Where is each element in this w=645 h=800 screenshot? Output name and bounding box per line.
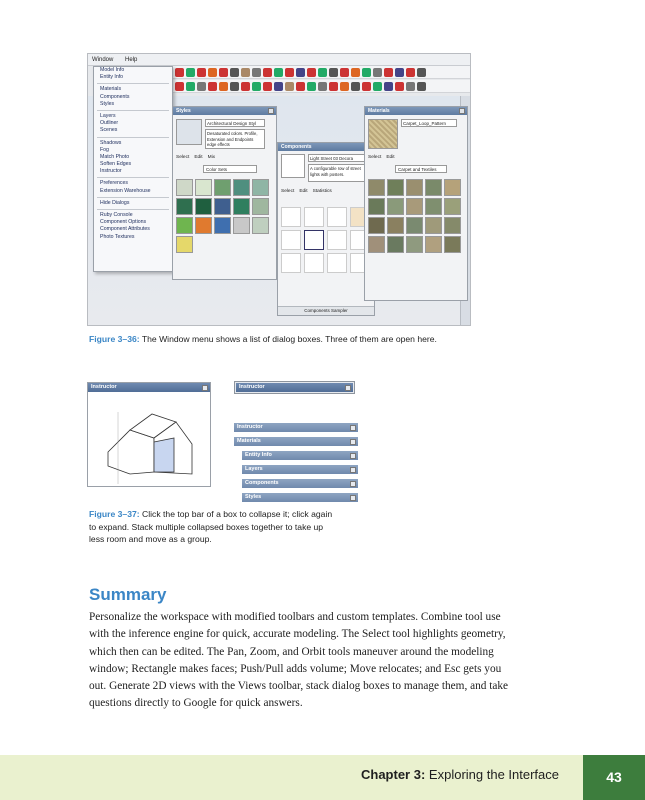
close-icon [350, 453, 356, 459]
toolbar-icon [340, 68, 349, 77]
summary-heading: Summary [89, 585, 167, 604]
toolbar-icon [417, 82, 426, 91]
component-grid [281, 207, 370, 273]
style-swatch [214, 198, 231, 215]
instructor-collapsed-panel [234, 381, 355, 394]
style-swatch [233, 217, 250, 234]
toolbar-icon [307, 82, 316, 91]
menu-item-soften-edges: Soften Edges [100, 161, 132, 168]
materials-tabs [368, 155, 395, 160]
house-illustration [88, 392, 210, 486]
component-tile [281, 207, 301, 227]
tab-edit: Edit [194, 155, 203, 160]
style-swatch-grid [176, 179, 269, 253]
material-swatch [425, 179, 442, 196]
stack-bar-layers [242, 465, 358, 474]
close-icon [350, 467, 356, 473]
close-icon [350, 495, 356, 501]
component-tile [327, 207, 347, 227]
menu-item-scenes: Scenes [100, 127, 118, 134]
menu-item-fog: Fog [100, 146, 109, 153]
chapter-label: Chapter 3: [361, 767, 426, 782]
tab-statistics: Statistics [312, 189, 332, 194]
toolbar-icon [318, 68, 327, 77]
summary-line: which then can be edited. The Pan, Zoom, and Orbit tools maneuver around the modeling [89, 645, 494, 658]
style-swatch [252, 217, 269, 234]
material-swatch [444, 236, 461, 253]
close-icon [350, 439, 356, 445]
toolbar-icon [208, 82, 217, 91]
component-thumbnail [281, 154, 305, 178]
toolbar-row-1 [172, 66, 470, 79]
style-swatch [214, 217, 231, 234]
components-footer: Components Sampler [278, 306, 374, 315]
page-footer [0, 755, 645, 800]
window-menu [93, 66, 173, 272]
components-panel-title-text: Components [281, 144, 312, 150]
caption-text: The Window menu shows a list of dialog boxes. Three of them are open here. [141, 334, 437, 344]
material-swatch-grid [368, 179, 461, 253]
selected-face [154, 438, 174, 472]
component-tile [304, 253, 324, 273]
toolbar-icon [373, 82, 382, 91]
stack-bar-styles [242, 493, 358, 502]
stack-bar-label: Instructor [237, 424, 263, 430]
figure-3-36-caption [89, 333, 437, 346]
materials-panel [364, 106, 468, 301]
close-icon [459, 108, 465, 114]
style-swatch [252, 179, 269, 196]
material-library-dropdown: Carpet and Textiles [395, 165, 447, 173]
menu-separator [97, 197, 169, 198]
close-icon [350, 481, 356, 487]
menu-item-materials: Materials [100, 86, 122, 93]
component-tile [327, 253, 347, 273]
material-swatch [406, 179, 423, 196]
stack-bar-materials [234, 437, 358, 446]
toolbar-icon [263, 82, 272, 91]
figure-3-37-caption [89, 508, 332, 546]
component-tile [281, 230, 301, 250]
toolbar-icon [384, 82, 393, 91]
toolbar-icon [406, 68, 415, 77]
toolbar-icon [285, 68, 294, 77]
toolbar-icon [241, 82, 250, 91]
stack-bar-components [242, 479, 358, 488]
menu-item-shadows: Shadows [100, 139, 122, 146]
toolbar-icon [296, 82, 305, 91]
style-description: Desaturated colors. Profile, Extension and Endpoints edge effects [205, 129, 265, 149]
material-swatch [387, 179, 404, 196]
caption-line-3: less room and move as a group. [89, 534, 212, 544]
menu-item-component-attributes: Component Attributes [100, 226, 150, 233]
tab-edit: Edit [386, 155, 395, 160]
tab-edit: Edit [299, 189, 308, 194]
menubar [88, 54, 470, 66]
color-sets-dropdown: Color Sets [203, 165, 257, 173]
stack-bar-label: Components [245, 480, 279, 486]
style-swatch [176, 179, 193, 196]
material-swatch [387, 217, 404, 234]
style-swatch [233, 179, 250, 196]
menu-item-hide-dialogs: Hide Dialogs [100, 199, 130, 206]
menu-item-model-info: Model Info [100, 67, 125, 73]
close-icon [350, 425, 356, 431]
stack-bar-label: Layers [245, 466, 263, 472]
material-swatch [368, 198, 385, 215]
caption-label: Figure 3–37: [89, 509, 140, 519]
material-swatch [444, 179, 461, 196]
toolbar-icon [241, 68, 250, 77]
toolbar-icon [384, 68, 393, 77]
toolbar-icon [197, 82, 206, 91]
toolbar-icon [175, 82, 184, 91]
menu-separator [97, 83, 169, 84]
toolbar-icon [351, 82, 360, 91]
material-swatch [444, 217, 461, 234]
material-swatch [368, 179, 385, 196]
instructor-title-bar [88, 383, 210, 392]
toolbar-icon [329, 82, 338, 91]
toolbar-icon [417, 68, 426, 77]
material-swatch [368, 217, 385, 234]
styles-panel-title [173, 107, 276, 115]
menu-item-preferences: Preferences [100, 180, 128, 187]
styles-panel-title-text: Styles [176, 108, 191, 114]
style-swatch [176, 236, 193, 253]
instructor-collapsed-title: Instructor [239, 384, 265, 390]
house-front [108, 430, 154, 474]
instructor-title: Instructor [91, 384, 117, 390]
figure-window-menu-screenshot [87, 53, 471, 326]
toolbar-icon [219, 68, 228, 77]
component-description: A configurable row of street lights with posters. [308, 164, 370, 182]
style-name-field: Architectural Design Styl [205, 119, 265, 127]
close-icon [345, 385, 351, 391]
caption-line-2: to expand. Stack multiple collapsed boxes together to take up [89, 521, 324, 532]
menu-item-component-options: Component Options [100, 219, 147, 226]
stack-bar-label: Materials [237, 438, 261, 444]
toolbar-icon [274, 68, 283, 77]
material-preview [368, 119, 398, 149]
stack-bar-label: Styles [245, 494, 262, 500]
component-tile [304, 207, 324, 227]
material-name-field: Carpet_Loop_Pattern [401, 119, 457, 127]
instructor-expanded-panel [87, 382, 211, 487]
styles-panel [172, 106, 277, 280]
toolbar-icon [252, 68, 261, 77]
material-swatch [425, 198, 442, 215]
material-swatch [387, 198, 404, 215]
toolbar-icon [340, 82, 349, 91]
materials-panel-title [365, 107, 467, 115]
menu-item-outliner: Outliner [100, 120, 119, 127]
chapter-title [361, 767, 559, 782]
menu-item-match-photo: Match Photo [100, 153, 130, 160]
menu-item-photo-textures: Photo Textures [100, 233, 135, 240]
menu-item-components: Components [100, 93, 130, 100]
menu-item-layers: Layers [100, 112, 116, 119]
material-swatch [406, 198, 423, 215]
summary-line: out. Generate 2D views with the Views toolbar, stack dialog boxes to manage them, and take [89, 680, 509, 693]
style-swatch [195, 217, 212, 234]
toolbar-icon [318, 82, 327, 91]
components-tabs [281, 189, 332, 194]
menu-separator [97, 209, 169, 210]
toolbar-icon [395, 68, 404, 77]
chapter-name: Exploring the Interface [428, 767, 559, 782]
style-swatch [176, 217, 193, 234]
summary-line: with the inference engine for quick, accurate modeling. The Select tool highlights geometry, [89, 628, 506, 641]
components-panel-title [278, 143, 374, 151]
toolbar-icon [395, 82, 404, 91]
caption-line-1: Click the top bar of a box to collapse it; click again [142, 509, 333, 519]
material-swatch [425, 217, 442, 234]
material-swatch [406, 236, 423, 253]
style-swatch [214, 179, 231, 196]
stack-bar-entity-info [242, 451, 358, 460]
style-swatch [252, 198, 269, 215]
toolbar-icon [175, 68, 184, 77]
caption-label: Figure 3–36: [89, 334, 140, 344]
menu-separator [97, 137, 169, 138]
stack-bar-label: Entity Info [245, 452, 272, 458]
toolbar-icon [208, 68, 217, 77]
tab-mix: Mix [207, 155, 216, 160]
style-thumbnail [176, 119, 202, 145]
menu-window: Window [92, 57, 114, 63]
close-icon [268, 108, 274, 114]
style-swatch [195, 179, 212, 196]
style-swatch [195, 198, 212, 215]
summary-line: questions directly to Google for quick answers. [89, 697, 303, 710]
summary-line: window; Rectangle makes faces; Push/Pull adds volume; Move relocates; and Esc gets you [89, 662, 502, 675]
material-swatch [387, 236, 404, 253]
tab-select: Select [368, 155, 382, 160]
toolbar-icon [329, 68, 338, 77]
component-name-field: Light Street 03 Decora [308, 154, 370, 162]
toolbar-icon [373, 68, 382, 77]
style-swatch [233, 198, 250, 215]
page-number: 43 [583, 755, 645, 800]
toolbar-icon [230, 82, 239, 91]
menu-separator [97, 110, 169, 111]
tab-select: Select [281, 189, 295, 194]
menu-item-styles: Styles [100, 100, 115, 107]
toolbar-icon [274, 82, 283, 91]
summary-line: Personalize the workspace with modified toolbars and custom templates. Combine tool use [89, 611, 501, 623]
menu-separator [97, 177, 169, 178]
toolbar-icon [362, 82, 371, 91]
menu-item-ruby-console: Ruby Console [100, 212, 133, 218]
collapsed-dialog-stack [234, 423, 358, 507]
toolbar-icon [406, 82, 415, 91]
material-swatch [368, 236, 385, 253]
components-panel [277, 142, 375, 316]
tab-select: Select [176, 155, 190, 160]
menu-help: Help [125, 57, 138, 63]
component-tile [304, 230, 324, 250]
toolbar-icon [230, 68, 239, 77]
toolbar-icon [351, 68, 360, 77]
toolbar-icon [252, 82, 261, 91]
summary-paragraph [89, 609, 579, 713]
toolbar-icon [197, 68, 206, 77]
close-icon [202, 385, 208, 391]
instructor-collapsed-bar [236, 383, 353, 392]
material-swatch [425, 236, 442, 253]
toolbar-row-2 [172, 80, 470, 93]
toolbar-icon [186, 68, 195, 77]
component-tile [281, 253, 301, 273]
stack-bar-instructor [234, 423, 358, 432]
toolbar-icon [362, 68, 371, 77]
material-swatch [444, 198, 461, 215]
styles-tabs [176, 155, 215, 160]
materials-panel-title-text: Materials [368, 108, 390, 114]
toolbar-icon [307, 68, 316, 77]
toolbar-icon [186, 82, 195, 91]
material-swatch [406, 217, 423, 234]
toolbar-icon [263, 68, 272, 77]
style-swatch [176, 198, 193, 215]
toolbar-icon [285, 82, 294, 91]
menu-item-entity-info: Entity Info [100, 74, 124, 81]
menu-item-extension-warehouse: Extension Warehouse [100, 187, 151, 194]
menu-item-instructor: Instructor [100, 168, 122, 175]
toolbar-icon [296, 68, 305, 77]
component-tile [327, 230, 347, 250]
toolbar-icon [219, 82, 228, 91]
